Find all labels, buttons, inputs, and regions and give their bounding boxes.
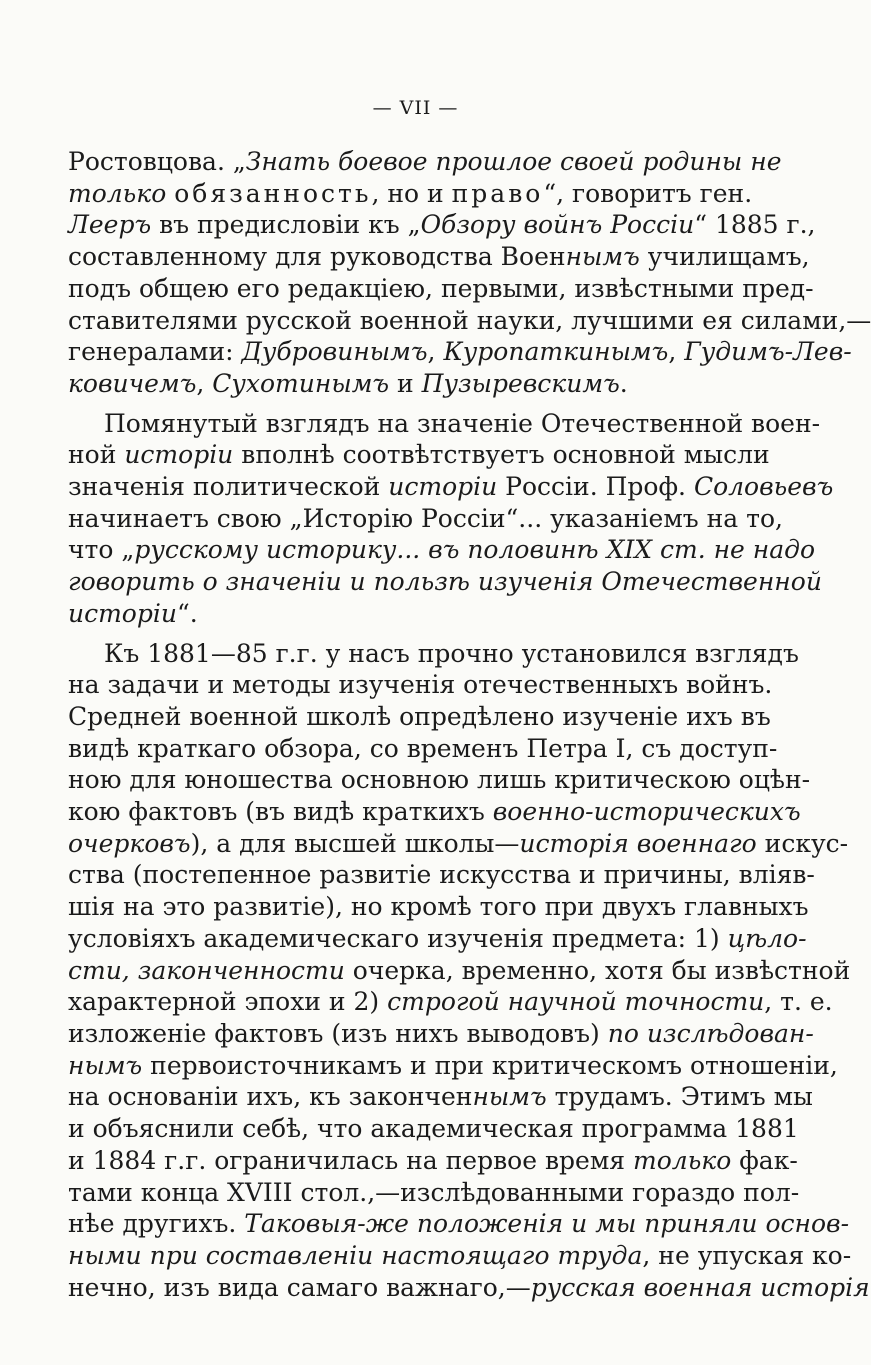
text-line: Къ 1881—85 г.г. у насъ прочно установился взглядъ	[104, 638, 799, 668]
text-line: говорить о значеніи и пользѣ изученія Отечественной	[68, 567, 822, 597]
text-line: сти, законченности очерка, временно, хотя бы извѣстной	[68, 955, 851, 985]
text-line: тами конца XVIII стол.,—изслѣдованными гораздо пол-	[68, 1177, 800, 1207]
text-line: очерковъ), а для высшей школы—исторія военнаго искус-	[68, 828, 849, 858]
text-line: значенія политической исторіи Россіи. Проф. Соловьевъ	[68, 472, 834, 502]
text-line: ной исторіи вполнѣ соотвѣтствуетъ основной мысли	[68, 440, 770, 470]
body-text	[68, 146, 871, 1303]
text-line: составленному для руководства Военнымъ училищамъ,	[68, 242, 810, 272]
text-line: Средней военной школѣ опредѣлено изученіе ихъ въ	[68, 701, 771, 731]
text-line: ставителями русской военной науки, лучшими ея силами,—	[68, 305, 871, 335]
text-line: что „русскому историку... въ половинѣ XIX ст. не надо	[68, 535, 816, 565]
text-line: только обязанность, но и право“, говоритъ ген.	[68, 178, 753, 208]
text-line: на основаніи ихъ, къ законченнымъ трудамъ. Этимъ мы	[68, 1082, 813, 1112]
text-line: Помянутый взглядъ на значеніе Отечественной воен-	[104, 408, 821, 438]
text-line: условіяхъ академическаго изученія предмета: 1) цѣло-	[68, 923, 807, 953]
text-line: ною для юношества основною лишь критическою оцѣн-	[68, 765, 811, 795]
text-line: Лееръ въ предисловіи къ „Обзору войнъ Россіи“ 1885 г.,	[68, 210, 816, 240]
text-line: ковичемъ, Сухотинымъ и Пузыревскимъ.	[68, 368, 628, 398]
text-line: исторіи“.	[68, 598, 198, 628]
text-line: подъ общею его редакціею, первыми, извѣстными пред-	[68, 273, 814, 303]
text-line: кою фактовъ (въ видѣ краткихъ военно-историческихъ	[68, 797, 801, 827]
text-line: начинаетъ свою „Исторію Россіи“... указаніемъ на то,	[68, 503, 783, 533]
text-line: и 1884 г.г. ограничилась на первое время только фак-	[68, 1145, 798, 1175]
text-line: ства (постепенное развитіе искусства и причины, вліяв-	[68, 860, 815, 890]
text-line: шія на это развитіе), но кромѣ того при двухъ главныхъ	[68, 892, 809, 922]
text-line: видѣ краткаго обзора, со временъ Петра I, съ доступ-	[68, 733, 778, 763]
text-line: на задачи и методы изученія отечественныхъ войнъ.	[68, 670, 773, 700]
text-line: нымъ первоисточникамъ и при критическомъ отношеніи,	[68, 1050, 838, 1080]
page-number: — VII —	[372, 97, 459, 119]
text-line: Ростовцова. „Знать боевое прошлое своей родины не	[68, 147, 782, 176]
text-line: ными при составленіи настоящаго труда, не упуская ко-	[68, 1240, 852, 1270]
text-line: генералами: Дубровинымъ, Куропаткинымъ, Гудимъ-Лев-	[68, 337, 852, 367]
text-line: и объяснили себѣ, что академическая программа 1881	[68, 1114, 799, 1144]
text-line: нечно, изъ вида самаго важнаго,—русская военная исторія	[68, 1272, 870, 1302]
text-line: изложеніе фактовъ (изъ нихъ выводовъ) по изслѣдован-	[68, 1018, 814, 1048]
text-line: нѣе другихъ. Таковыя-же положенія и мы приняли основ-	[68, 1209, 850, 1239]
text-line: характерной эпохи и 2) строгой научной точности, т. е.	[68, 987, 833, 1017]
